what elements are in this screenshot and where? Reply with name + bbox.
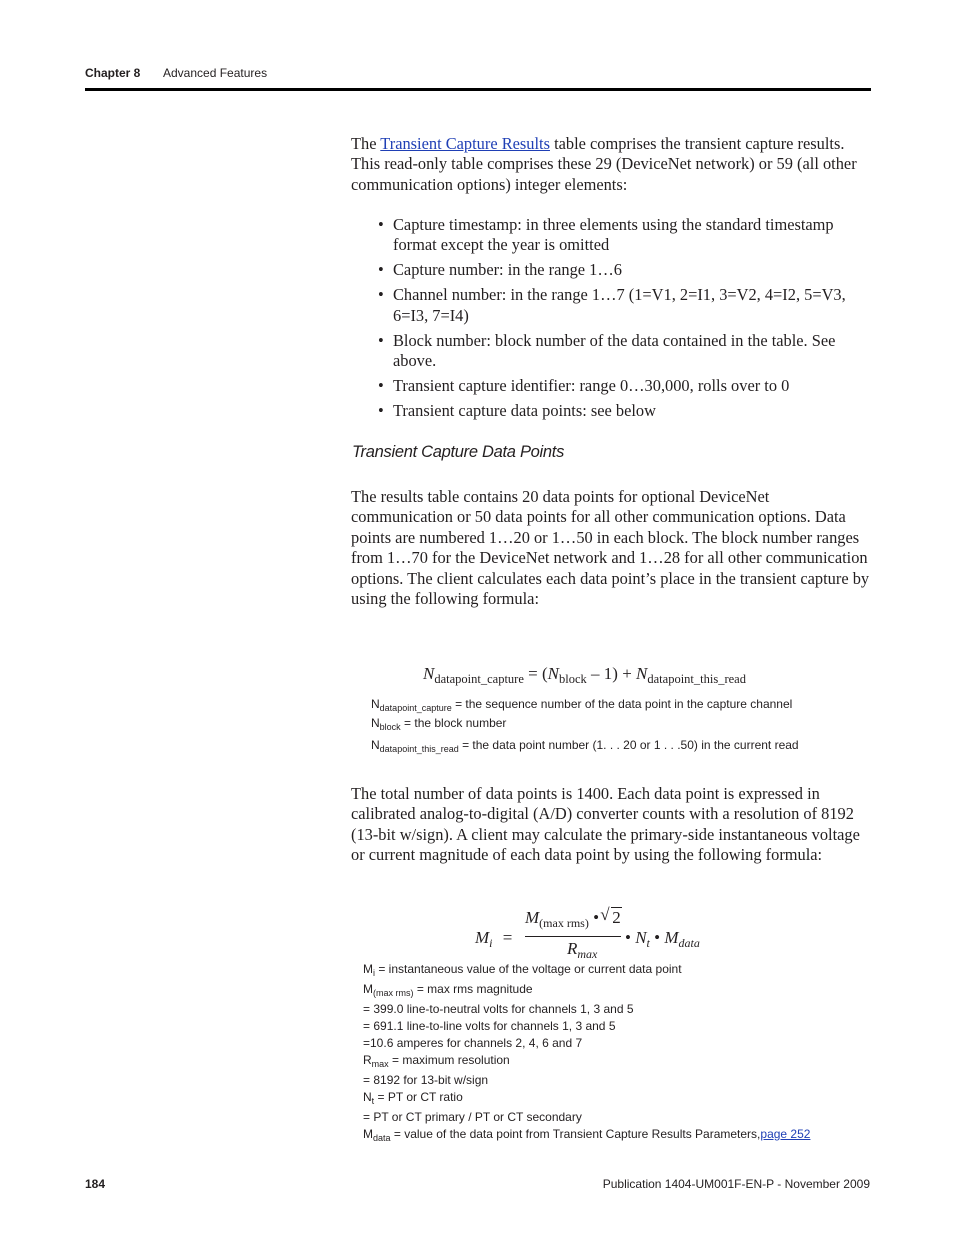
page-252-link[interactable]: page 252 (760, 1127, 811, 1141)
formula-rhs (625, 928, 700, 951)
section-subheading: Transient Capture Data Points (352, 443, 565, 461)
formula-operator: – 1) + (586, 664, 637, 683)
note-symbol: M (363, 962, 373, 976)
note-subscript: block (379, 722, 401, 732)
transient-capture-results-link[interactable]: Transient Capture Results (380, 134, 550, 153)
formula-numerator (525, 905, 622, 931)
bullet-icon: • (378, 215, 384, 234)
formula-symbol: N (423, 664, 435, 683)
formula-note: = 399.0 line-to-neutral volts for channels 1, 3 and 5 (363, 1002, 634, 1016)
list-item-text: Capture number: in the range 1…6 (393, 260, 622, 280)
publication-info: Publication 1404-UM001F-EN-P - November 2009 (602, 1177, 870, 1191)
magnitude-formula (475, 906, 775, 968)
note-symbol: N (363, 1090, 372, 1104)
list-item-text: Channel number: in the range 1…7 (1=V1, 2=I1, 3=V2, 4=I2, 5=V3, 6=I3, 7=I4) (393, 285, 846, 325)
bullet-icon: • (378, 376, 384, 396)
note-subscript: i (373, 968, 375, 978)
formula-note: = PT or CT primary / PT or CT secondary (363, 1110, 582, 1124)
formula-operator: • (625, 928, 631, 947)
formula-subscript: max (577, 947, 598, 961)
formula-lhs (475, 928, 512, 951)
formula-operator: = (523, 664, 542, 683)
formula-operator: • (593, 908, 600, 927)
note-text: = instantaneous value of the voltage or current data point (375, 962, 682, 976)
formula-subscript: (max rms) (539, 916, 589, 930)
formula-operator: ( (541, 664, 548, 683)
formula-operator: • (654, 928, 661, 947)
magnitude-paragraph: The total number of data points is 1400. Each data point is expressed in calibrated analog-to-digital (A/D) converter counts with a resolution of 8192 (13-bit w/sign). A client may calculate the primary-side instantaneous voltage or current magnitude of each data point by using the following formula: (351, 784, 860, 865)
formula-subscript: t (646, 936, 650, 950)
formula-subscript: i (489, 936, 493, 950)
formula-note (363, 1053, 510, 1069)
list-item (378, 401, 873, 421)
formula-symbol: M (525, 908, 540, 927)
page-number: 184 (85, 1177, 106, 1191)
note-subscript: datapoint_this_read (379, 744, 459, 754)
element-list (378, 215, 873, 426)
intro-text-before: The (351, 134, 381, 153)
formula-symbol: M (664, 928, 679, 947)
data-points-paragraph: The results table contains 20 data points for optional DeviceNet communication or 50 data points for all other communication options. Data points are numbered 1…20 or 1…50 in each block. The block number ranges from 1…70 for the DeviceNet network and 1…28 for all other communication options. The client calculates each data point’s place in the transient capture by using the following formula: (351, 487, 870, 609)
note-symbol: N (371, 716, 380, 730)
formula-note: =10.6 amperes for channels 2, 4, 6 and 7 (363, 1036, 583, 1050)
list-item-text: Transient capture identifier: range 0…30,000, rolls over to 0 (393, 376, 790, 396)
note-subscript: datapoint_capture (379, 703, 452, 713)
chapter-title: Advanced Features (163, 66, 268, 80)
note-text: = value of the data point from Transient Capture Results Parameters, (390, 1127, 761, 1141)
formula-subscript: data (678, 936, 700, 950)
note-symbol: N (371, 738, 380, 752)
formula-subscript: datapoint_capture (434, 672, 524, 686)
bullet-icon: • (378, 285, 384, 305)
formula-subscript: block (559, 672, 587, 686)
list-item (378, 331, 873, 372)
list-item (378, 260, 873, 280)
list-item-text: Capture timestamp: in three elements using the standard timestamp format except the year is omitted (393, 215, 834, 255)
note-text: = PT or CT ratio (374, 1090, 463, 1104)
bullet-icon: • (378, 401, 384, 421)
formula-note: = 8192 for 13-bit w/sign (363, 1073, 489, 1087)
formula-note: = 691.1 line-to-line volts for channels 1, 3 and 5 (363, 1019, 616, 1033)
note-text: = max rms magnitude (413, 982, 533, 996)
note-text: = maximum resolution (388, 1053, 510, 1067)
formula-symbol: M (475, 928, 490, 947)
formula-symbol: R (567, 939, 578, 958)
formula-note (371, 697, 792, 713)
bullet-icon: • (378, 260, 384, 280)
note-symbol: R (363, 1053, 372, 1067)
intro-text-after: table comprises the transient capture results. This read-only table comprises these 29 (DeviceNet network) or 59 (all other communication options) integer elements: (351, 134, 857, 194)
datapoint-formula (423, 664, 746, 687)
note-text: = the data point number (1. . . 20 or 1 . . .50) in the current read (458, 738, 799, 752)
formula-symbol: N (547, 664, 559, 683)
note-subscript: (max rms) (373, 988, 414, 998)
list-item (378, 285, 873, 326)
list-item-text: Transient capture data points: see below (393, 401, 656, 421)
formula-note (371, 716, 506, 732)
bullet-icon: • (378, 330, 384, 350)
square-root (600, 905, 622, 928)
note-text: = the block number (400, 716, 507, 730)
page-header (85, 66, 268, 80)
chapter-label: Chapter 8 (85, 66, 141, 80)
list-item (378, 376, 873, 396)
radical-icon: √ (600, 905, 610, 924)
note-subscript: t (371, 1096, 375, 1106)
formula-denominator (567, 939, 597, 962)
note-symbol: M (363, 1127, 373, 1141)
formula-note (371, 738, 799, 754)
header-rule (85, 88, 871, 91)
intro-paragraph (351, 134, 871, 195)
formula-operator: = (502, 928, 513, 947)
list-item (378, 215, 873, 256)
formula-subscript: datapoint_this_read (647, 672, 746, 686)
note-subscript: data (373, 1133, 391, 1143)
fraction-bar (525, 936, 621, 937)
formula-symbol: N (635, 928, 647, 947)
formula-radicand: 2 (612, 908, 621, 927)
note-subscript: max (371, 1059, 389, 1069)
formula-symbol: N (636, 664, 648, 683)
note-symbol: M (363, 982, 373, 996)
note-symbol: N (371, 697, 380, 711)
formula-note (363, 982, 533, 998)
list-item-text: Block number: block number of the data contained in the table. See above. (393, 330, 836, 371)
formula-note (363, 1127, 810, 1143)
note-text: = the sequence number of the data point in the capture channel (451, 697, 793, 711)
formula-note (363, 962, 682, 978)
formula-note (363, 1090, 463, 1106)
